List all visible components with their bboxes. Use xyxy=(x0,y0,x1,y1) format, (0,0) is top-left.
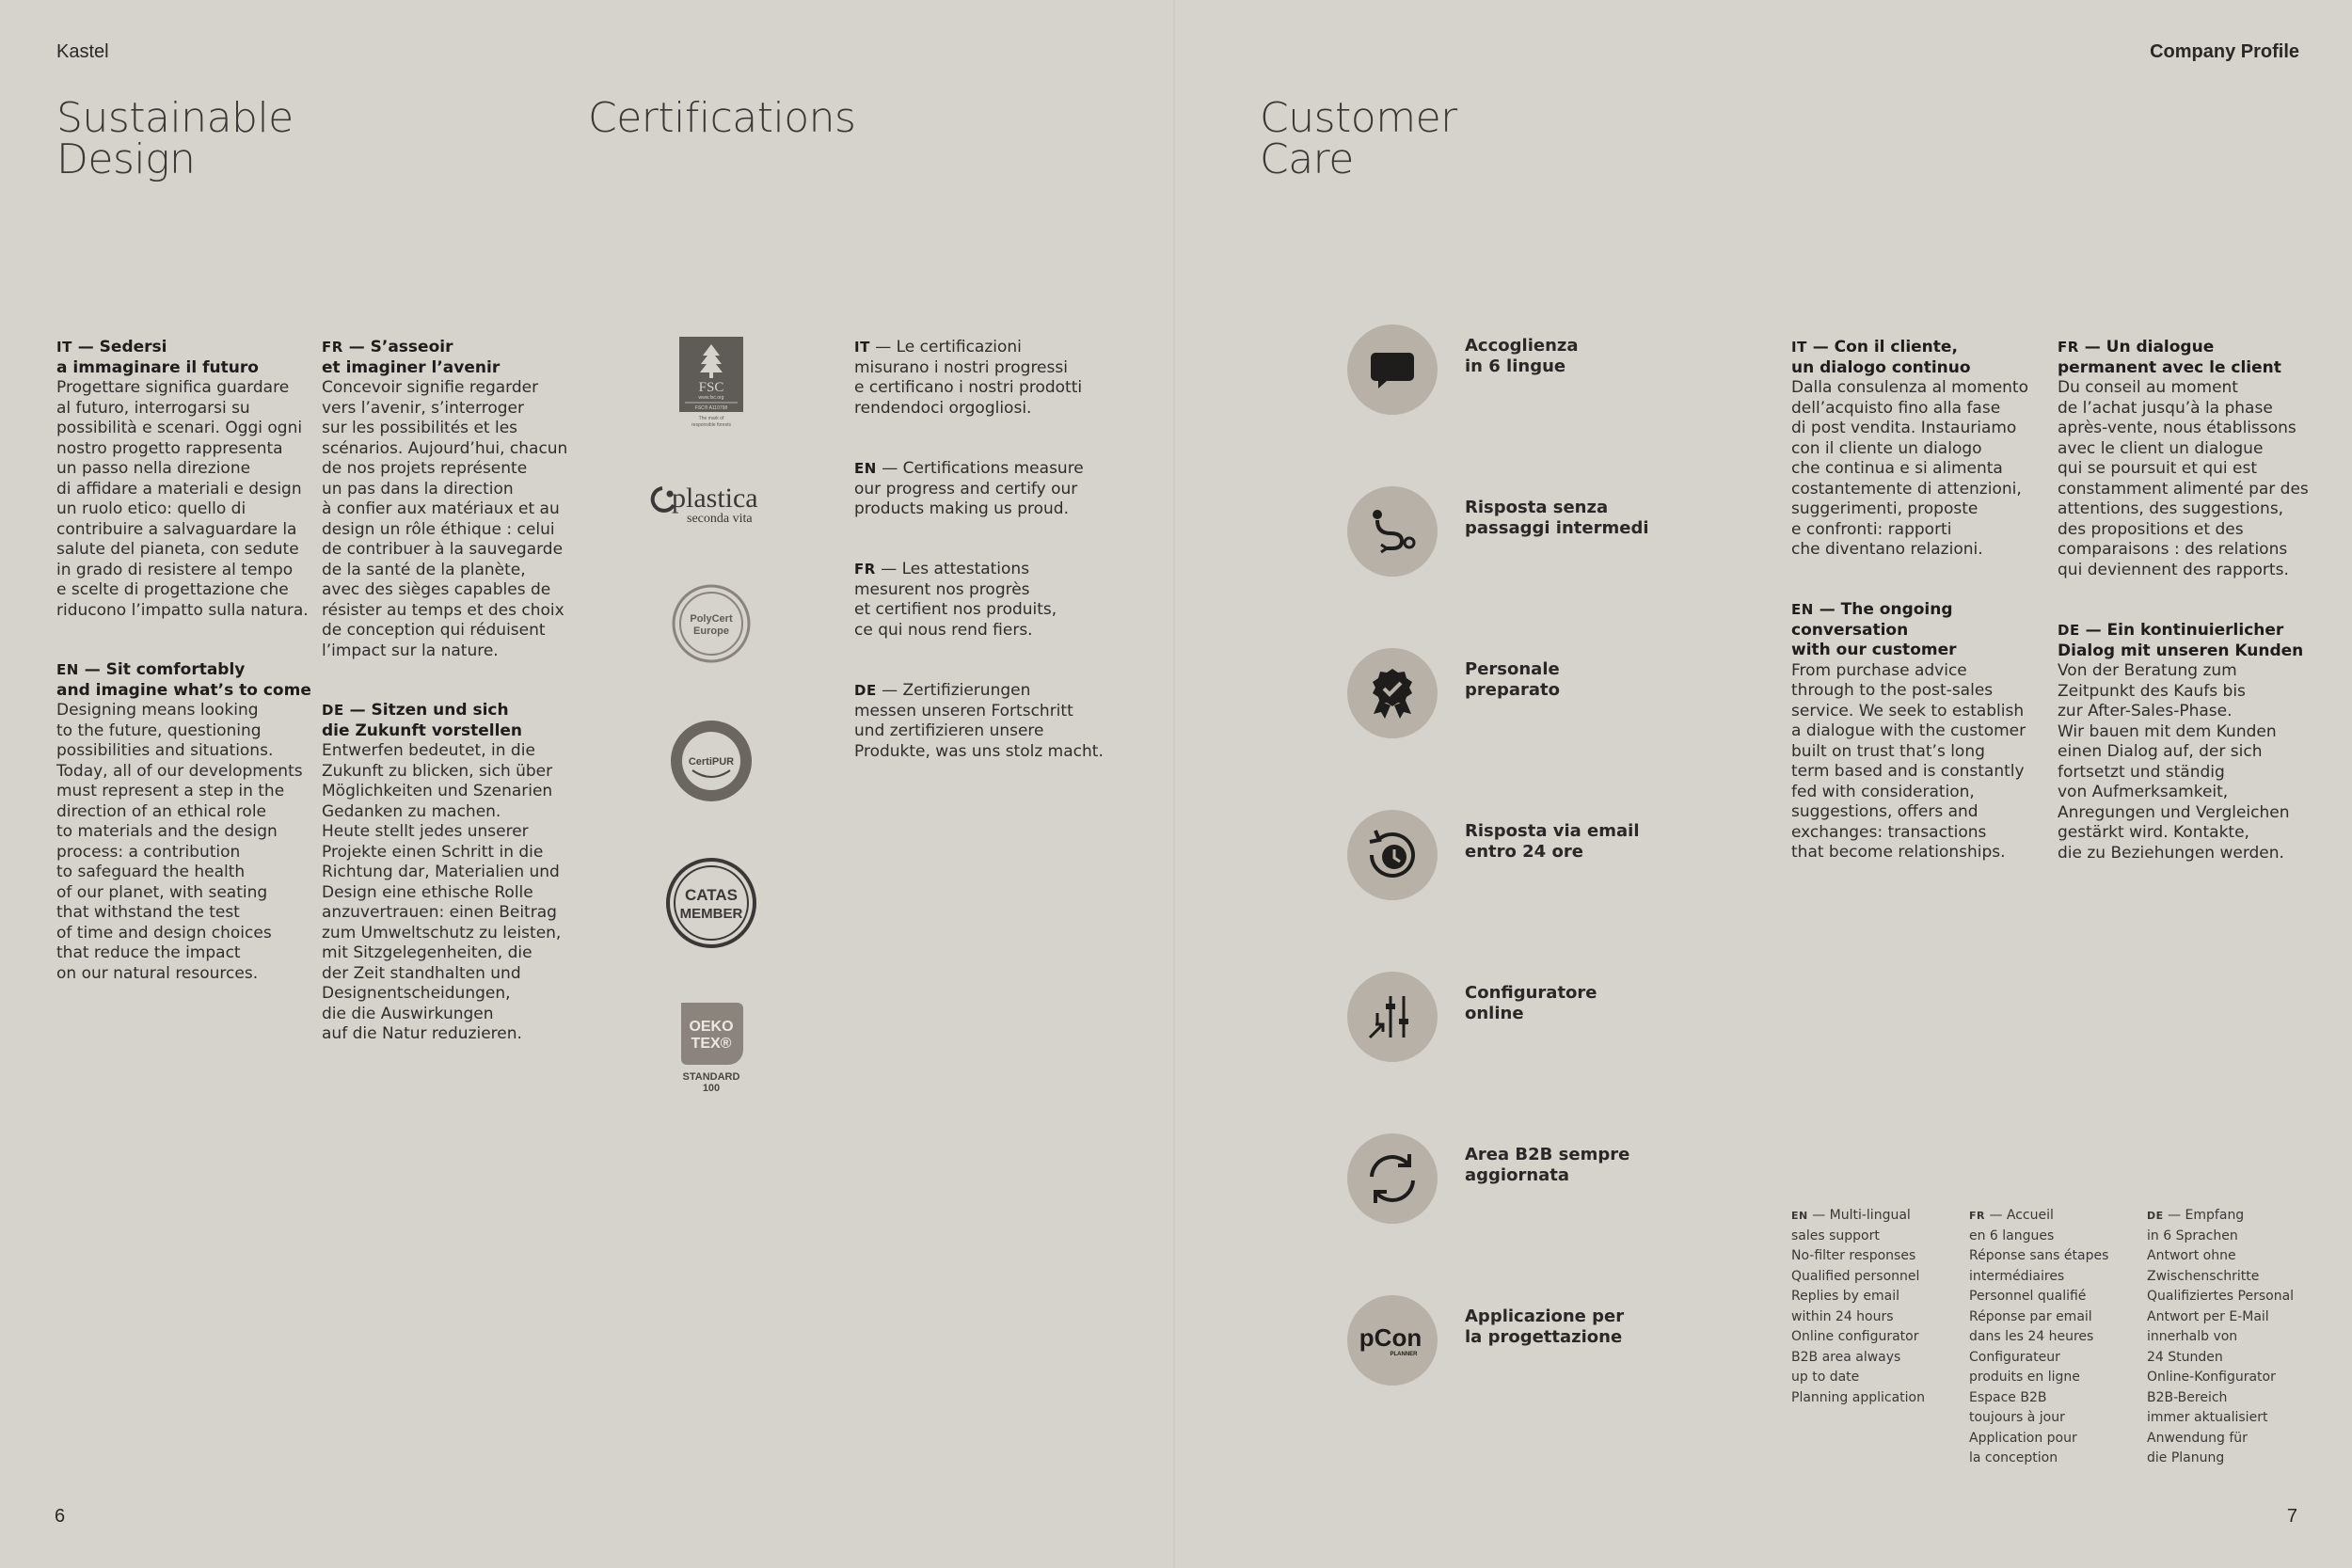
polycert-europe-logo xyxy=(671,583,752,664)
svg-text:OEKO: OEKO xyxy=(689,1019,734,1035)
sliders-icon xyxy=(1347,972,1438,1062)
sustainable-de-text: DE — Sitzen und sich die Zukunft vorstellen Entwerfen bedeutet, in die Zukunft zu blicken, sich über Möglichkeiten und Szenarien Gedanken zu machen. Heute stellt jedes unserer Projekte einen Schritt in die Richtung dar, Materialien und Design eine ethische Rolle anzuvertrauen: einen Beitrag zum Umweltschutz zu leisten, mit Sitzgelegenheiten, die der Zeit standhalten und Designentscheidungen, die die Auswirkungen auf die Natur reduzieren. xyxy=(322,701,562,1043)
svg-text:100: 100 xyxy=(702,1083,721,1094)
svg-text:Europe: Europe xyxy=(693,626,729,637)
heading-customer-care: Customer Care xyxy=(1260,94,1457,183)
feature-label-qualified-staff: Personale preparato xyxy=(1465,659,1560,700)
customer-it-text: IT — Con il cliente, un dialogo continuo Dalla consulenza al momento dell’acquisto fino alla fase di post vendita. Instauriamo con il cliente un dialogo che continua e si alimenta costantemente di attenzioni, suggerimenti, proposte e confronti: rapporti che diventano relazioni. xyxy=(1791,338,2028,559)
feature-b2b-area xyxy=(1347,1133,1438,1224)
customer-de-text: DE — Ein kontinuierlicher Dialog mit unseren Kunden Von der Beratung zum Zeitpunkt des Kaufs bis zur After-Sales-Phase. Wir bauen mit dem Kunden einen Dialog auf, der sich fortsetzt und ständig von Aufmerksamkeit, Anregungen und Vergleichen gestärkt wird. Kontakte, die zu Beziehungen werden. xyxy=(2058,621,2304,863)
feature-label-planning-app: Applicazione per la progettazione xyxy=(1465,1307,1625,1347)
certipur-logo xyxy=(668,718,755,804)
heading-certifications: Certifications xyxy=(588,94,856,142)
svg-text:FSC: FSC xyxy=(698,380,724,395)
route-icon xyxy=(1347,486,1438,577)
pcon-planner-logo xyxy=(1347,1295,1438,1386)
svg-text:plastica: plastica xyxy=(672,483,758,514)
feature-label-online-configurator: Configuratore online xyxy=(1465,983,1597,1023)
feature-direct-response xyxy=(1347,486,1438,577)
feature-label-direct-response: Risposta senza passaggi intermedi xyxy=(1465,498,1649,538)
customer-en-text: EN — The ongoing conversation with our customer From purchase advice through to the post-sales service. We seek to establish a dialogue with the customer built on trust that’s long term based and is constantly fed with consideration, suggestions, offers and exchanges: transactions that become relationships. xyxy=(1791,600,2026,862)
oeko-tex-logo xyxy=(675,997,747,1095)
page-number-left: 6 xyxy=(55,1506,66,1527)
heading-sustainable-design: Sustainable Design xyxy=(56,94,294,183)
feature-planning-app xyxy=(1347,1295,1438,1386)
feature-qualified-staff xyxy=(1347,648,1438,738)
customer-fr-text: FR — Un dialogue permanent avec le client Du conseil au moment de l’achat jusqu’à la phase après-vente, nous établissons avec le client un dialogue qui se poursuit et qui est constamment alimenté par des attentions, des suggestions, des propositions et des comparaisons : des relations qui deviennent des rapports. xyxy=(2058,338,2309,579)
certifications-en-text: EN — Certifications measure our progress and certify our products making us proud. xyxy=(854,459,1084,518)
svg-text:FSC® A110798: FSC® A110798 xyxy=(694,405,728,411)
certifications-it-text: IT — Le certificazioni misurano i nostri progressi e certificano i nostri prodotti rendendoci orgogliosi. xyxy=(854,338,1083,418)
sync-icon xyxy=(1347,1133,1438,1224)
feature-email-response xyxy=(1347,810,1438,900)
clock-refresh-icon xyxy=(1347,810,1438,900)
chat-bubble-icon xyxy=(1347,325,1438,415)
section-title: Company Profile xyxy=(2150,41,2299,62)
svg-text:responsible forests: responsible forests xyxy=(691,422,731,428)
fsc-logo xyxy=(677,335,745,431)
svg-text:pCon: pCon xyxy=(1359,1323,1422,1352)
features-fr-translation: FR — Accueil en 6 langues Réponse sans étapes intermédiaires Personnel qualifié Réponse par email dans les 24 heures Configurateur produits en ligne Espace B2B toujours à jour Application pour la conception xyxy=(1969,1208,2109,1465)
svg-text:MEMBER: MEMBER xyxy=(679,906,743,922)
certifications-de-text: DE — Zertifizierungen messen unseren Fortschritt und zertifizieren unsere Produkte, was uns stolz macht. xyxy=(854,681,1104,761)
features-de-translation: DE — Empfang in 6 Sprachen Antwort ohne Zwischenschritte Qualifiziertes Personal Antwort per E-Mail innerhalb von 24 Stunden Online-Konfigurator B2B-Bereich immer aktualisiert Anwendung für die Planung xyxy=(2147,1208,2295,1465)
certifications-fr-text: FR — Les attestations mesurent nos progrès et certifient nos produits, ce qui nous rend fiers. xyxy=(854,560,1057,640)
sustainable-en-text: EN — Sit comfortably and imagine what’s to come Designing means looking to the future, questioning possibilities and situations. Today, all of our developments must represent a step in the direction of an ethical role to materials and the design process: a contribution to safeguard the health of our planet, with seating that withstand the test of time and design choices that reduce the impact on our natural resources. xyxy=(56,660,311,983)
svg-text:www.fsc.org: www.fsc.org xyxy=(698,395,724,401)
catas-member-logo xyxy=(664,856,758,950)
feature-multilingual xyxy=(1347,325,1438,415)
feature-label-email-response: Risposta via email entro 24 ore xyxy=(1465,821,1640,862)
feature-online-configurator xyxy=(1347,972,1438,1062)
svg-text:PolyCert: PolyCert xyxy=(690,613,733,625)
features-en-translation: EN — Multi-lingual sales support No-filter responses Qualified personnel Replies by email within 24 hours Online configurator B2B area always up to date Planning application xyxy=(1791,1208,1925,1405)
svg-text:CertiPUR: CertiPUR xyxy=(688,756,735,768)
svg-text:CATAS: CATAS xyxy=(684,886,739,904)
page-gutter xyxy=(1173,0,1175,1568)
brand-name: Kastel xyxy=(56,41,109,62)
svg-text:TEX®: TEX® xyxy=(691,1036,732,1052)
svg-text:The mark of: The mark of xyxy=(698,416,724,421)
award-badge-icon xyxy=(1347,648,1438,738)
plastica-seconda-vita-logo xyxy=(649,475,773,528)
svg-text:seconda vita: seconda vita xyxy=(687,512,753,526)
page-number-right: 7 xyxy=(2286,1506,2297,1527)
feature-label-multilingual: Accoglienza in 6 lingue xyxy=(1465,336,1579,376)
svg-text:STANDARD: STANDARD xyxy=(682,1071,740,1083)
sustainable-fr-text: FR — S’asseoir et imaginer l’avenir Concevoir signifie regarder vers l’avenir, s’interroger sur les possibilités et les scénarios. Aujourd’hui, chacun de nos projets représente un pas dans la direction à confier aux matériaux et au design un rôle éthique : celui de contribuer à la sauvegarde de la santé de la planète, avec des sièges capables de résister au temps et des choix de conception qui réduisent l’impact sur la nature. xyxy=(322,338,568,660)
sustainable-it-text: IT — Sedersi a immaginare il futuro Progettare significa guardare al futuro, interrogarsi su possibilità e scenari. Oggi ogni nostro progetto rappresenta un passo nella direzione di affidare a materiali e design un ruolo etico: quello di contribuire a salvaguardare la salute del pianeta, con sedute in grado di resistere al tempo e scelte di progettazione che riducono l’impatto sulla natura. xyxy=(56,338,309,620)
feature-label-b2b-area: Area B2B sempre aggiornata xyxy=(1465,1145,1630,1185)
svg-text:PLANNER: PLANNER xyxy=(1390,1352,1418,1357)
